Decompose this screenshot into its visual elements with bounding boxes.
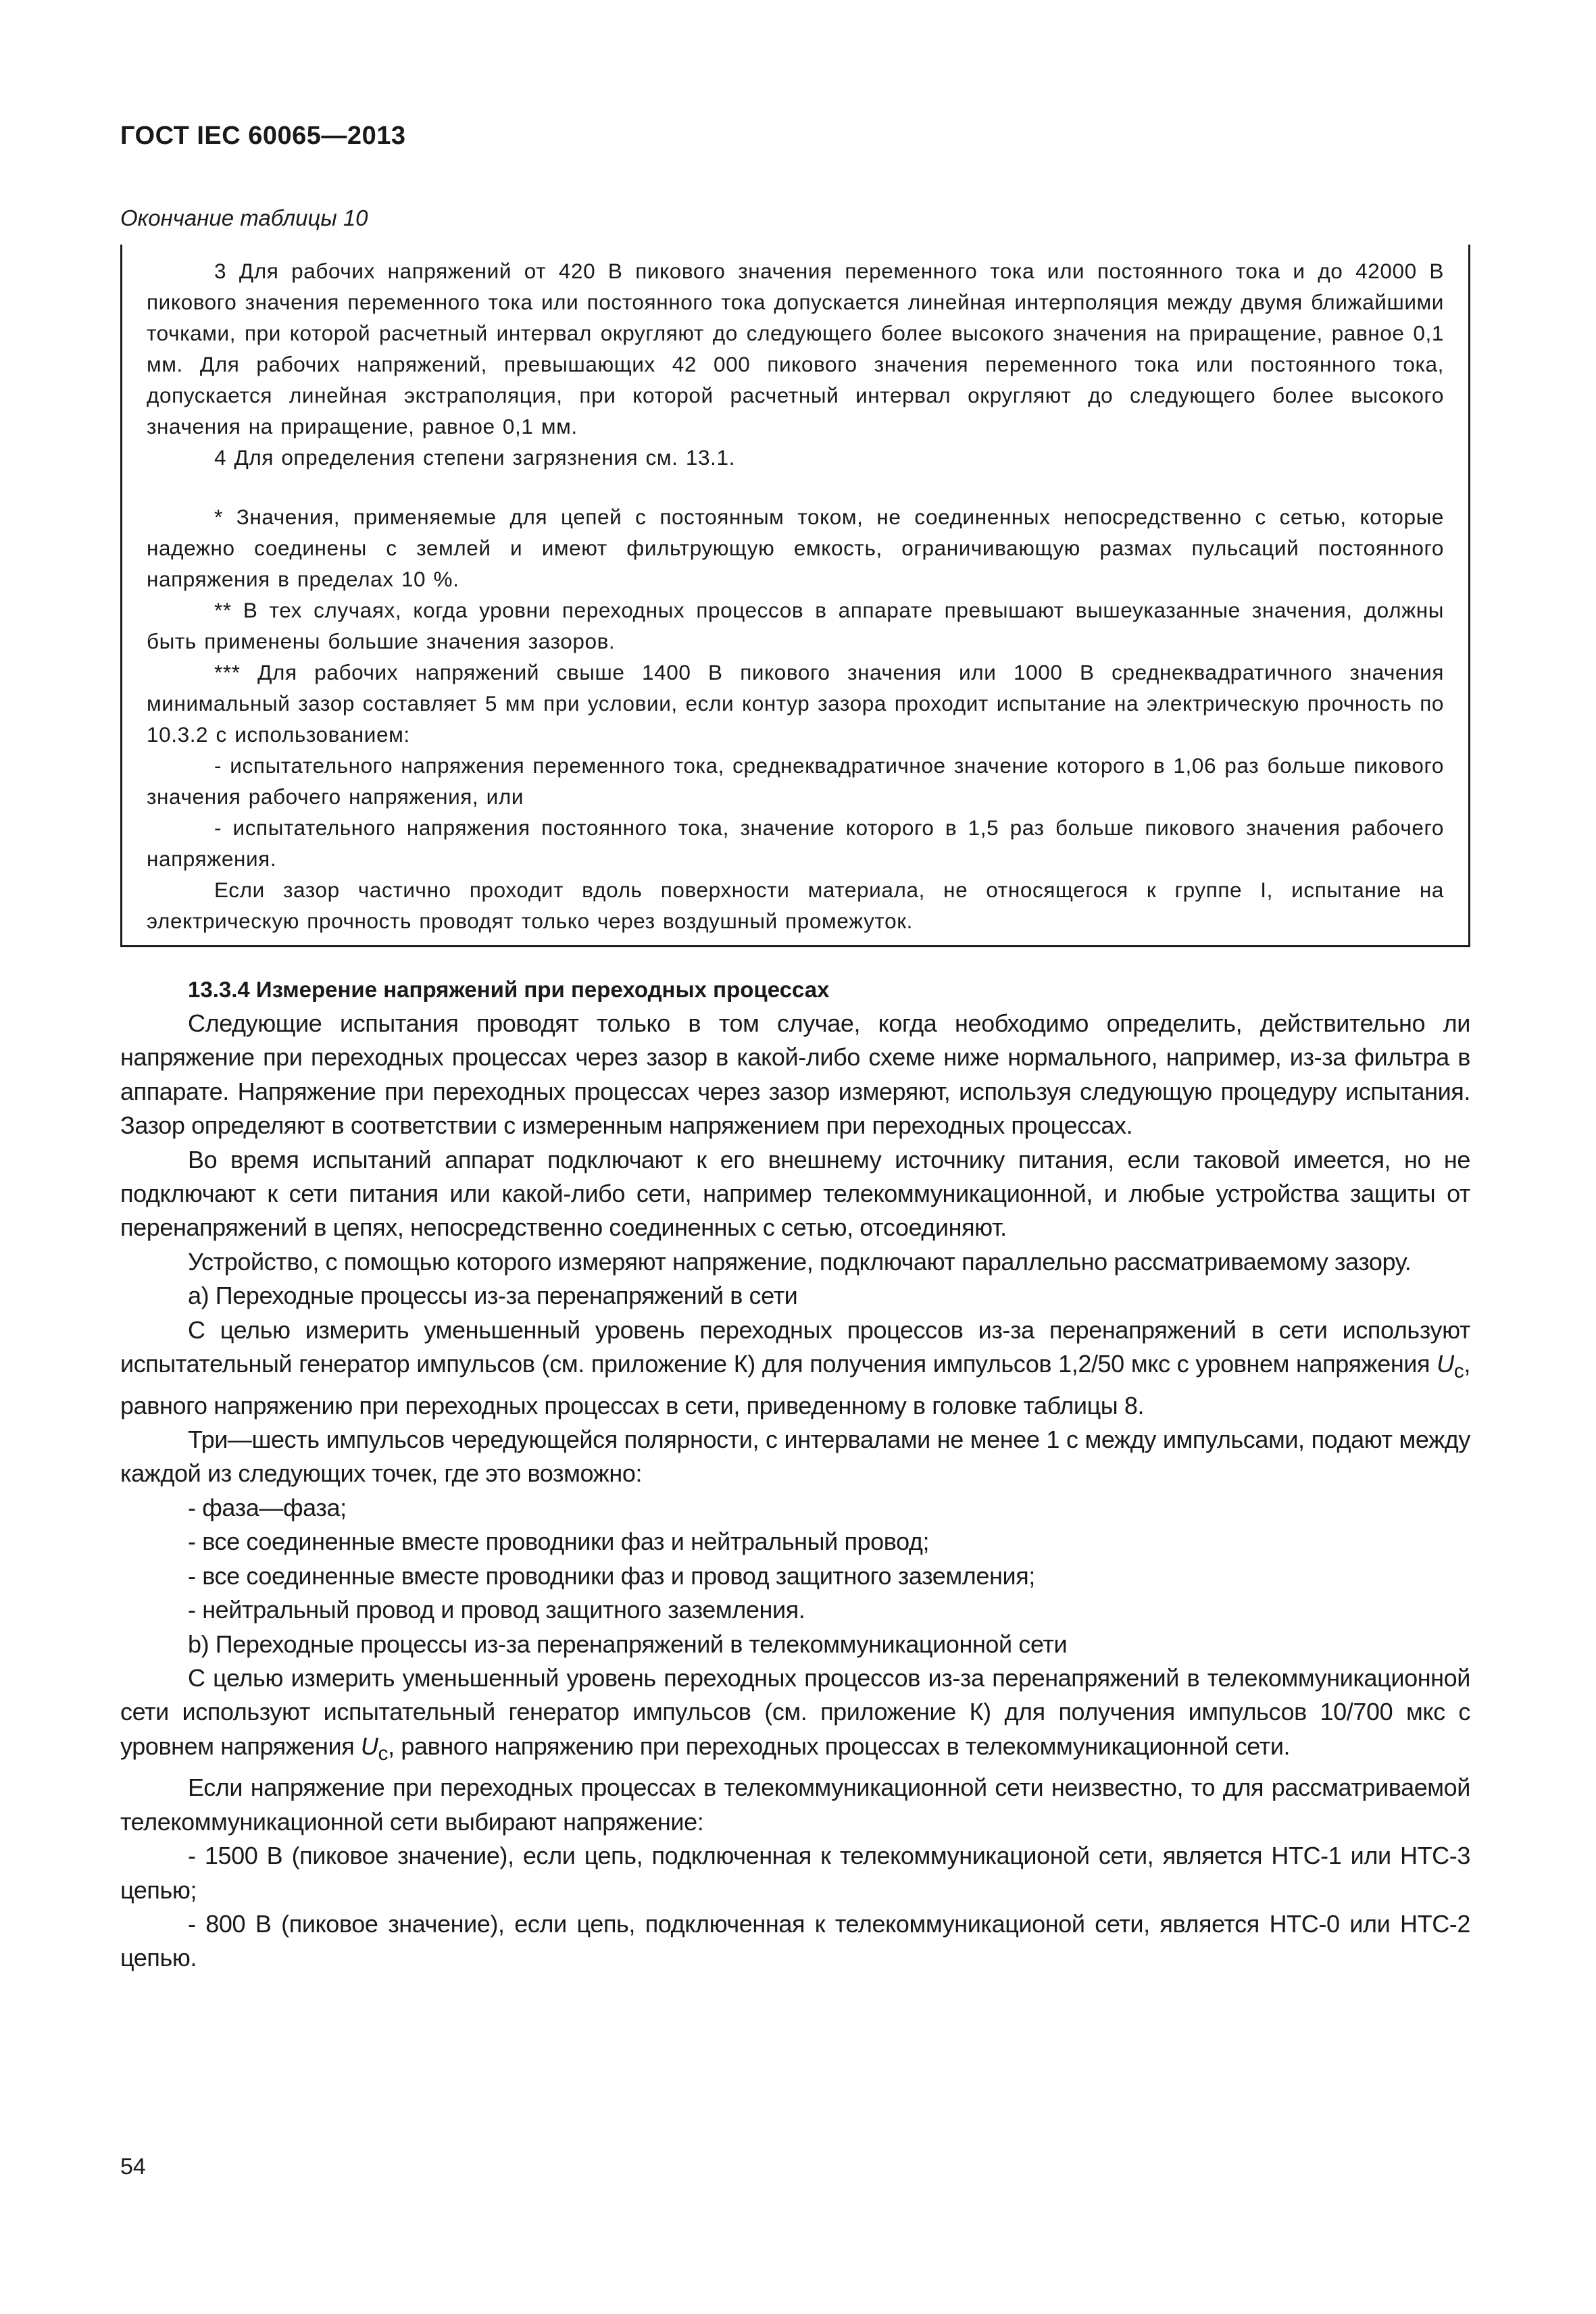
paragraph: Если напряжение при переходных процессах в телекоммуникационной сети неизвестно, то для рассматриваемой телекоммуникационной сети выбирают напряжение: bbox=[120, 1774, 1470, 1836]
table-notes-box bbox=[120, 245, 1470, 947]
list-item: - все соединенные вместе проводники фаз и провод защитного заземления; bbox=[188, 1561, 1035, 1590]
voltage-variable: U bbox=[1437, 1350, 1454, 1378]
page-number: 54 bbox=[120, 2154, 146, 2180]
subsection-title: b) Переходные процессы из-за перенапряжений в телекоммуникационной сети bbox=[188, 1630, 1068, 1658]
paragraph bbox=[120, 1661, 1470, 1771]
paragraph: Устройство, с помощью которого измеряют напряжение, подключают параллельно рассматриваемому зазору. bbox=[188, 1247, 1412, 1276]
table-caption: Окончание таблицы 10 bbox=[120, 205, 368, 230]
table-footnote: - испытательного напряжения переменного тока, среднеквадратичное значение которого в 1,06 раз больше пикового значения рабочего напряжения, или bbox=[147, 753, 1444, 809]
table-footnote: ** В тех случаях, когда уровни переходных процессов в аппарате превышают вышеуказанные значения, должны быть применены большие значения зазоров. bbox=[147, 598, 1444, 653]
list-item: - 800 В (пиковое значение), если цепь, подключенная к телекоммуникационой сети, является НТС-0 или НТС-2 цепью. bbox=[120, 1909, 1470, 1972]
page-header: ГОСТ IEC 60065—2013 bbox=[120, 122, 406, 150]
table-note: 4 Для определения степени загрязнения см. 13.1. bbox=[214, 445, 735, 470]
voltage-subscript: c bbox=[1453, 1360, 1464, 1383]
list-item: - все соединенные вместе проводники фаз и нейтральный провод; bbox=[188, 1528, 930, 1556]
voltage-variable: U bbox=[360, 1732, 378, 1760]
list-item: - фаза—фаза; bbox=[188, 1493, 347, 1521]
voltage-subscript: c bbox=[378, 1742, 389, 1765]
paragraph: Во время испытаний аппарат подключают к его внешнему источнику питания, если таковой имеется, но не подключают к сети питания или какой-либо сети, например телекоммуникационной, и любые устройства защиты от перенапряжений в цепях, непосредственно соединенных с сетью, отсоединяют. bbox=[120, 1145, 1470, 1242]
list-item: - нейтральный провод и провод защитного заземления. bbox=[188, 1596, 805, 1624]
subsection-title: а) Переходные процессы из-за перенапряжений в сети bbox=[188, 1282, 798, 1310]
paragraph: Три—шесть импульсов чередующейся полярности, с интервалами не менее 1 с между импульсами, подают между каждой из следующих точек, где это возможно: bbox=[120, 1426, 1470, 1488]
section-heading: 13.3.4 Измерение напряжений при переходных процессах bbox=[188, 977, 830, 1002]
list-item: - 1500 В (пиковое значение), если цепь, подключенная к телекоммуникационой сети, является НТС-1 или НТС-3 цепью; bbox=[120, 1842, 1470, 1904]
paragraph: Следующие испытания проводят только в том случае, когда необходимо определить, действительно ли напряжение при переходных процессах через зазор в какой-либо схеме ниже нормального, например, из-за фильтра в аппарате. Напряжение при переходных процессах через зазор измеряют, используя следующую процедуру испытания. Зазор определяют в соответствии с измеренным напряжением при переходных процессах. bbox=[120, 1009, 1470, 1140]
paragraph-text: С целью измерить уменьшенный уровень переходных процессов из-за перенапряжений в телекоммуникационной сети используют испытательный генератор импульсов (см. приложение К) для получения импульсов 10/700 мкс с уровнем напряжения bbox=[120, 1663, 1470, 1760]
paragraph-text: , равного напряжению при переходных процессах в телекоммуникационной сети. bbox=[388, 1732, 1291, 1760]
table-note: 3 Для рабочих напряжений от 420 В пикового значения переменного тока или постоянного тока и до 42000 В пикового значения переменного тока или постоянного тока допускается линейная интерполяция между двумя ближайшими точками, при которой расчетный интервал округляют до следующего более высокого значения на приращение, равное 0,1 мм. Для рабочих напряжений, превышающих 42 000 пикового значения переменного тока или постоянного тока, допускается линейная экстраполяция, при которой расчетный интервал округляют до следующего более высокого значения на приращение, равное 0,1 мм. bbox=[147, 259, 1444, 438]
paragraph-text: , равного напряжению при переходных процессах в сети, приведенному в головке таблицы 8. bbox=[120, 1350, 1470, 1419]
note-gap bbox=[147, 473, 1444, 501]
paragraph bbox=[120, 1313, 1470, 1423]
section-body bbox=[120, 973, 1470, 1976]
paragraph-text: С целью измерить уменьшенный уровень переходных процессов из-за перенапряжений в сети используют испытательный генератор импульсов (см. приложение К) для получения импульсов 1,2/50 мкс с уровнем напряжения bbox=[120, 1315, 1470, 1378]
table-footnote: Если зазор частично проходит вдоль поверхности материала, не относящегося к группе I, испытание на электрическую прочность проводят только через воздушный промежуток. bbox=[147, 878, 1444, 933]
table-footnote: - испытательного напряжения постоянного тока, значение которого в 1,5 раз больше пикового значения рабочего напряжения. bbox=[147, 815, 1444, 871]
table-footnote: *** Для рабочих напряжений свыше 1400 В пикового значения или 1000 В среднеквадратичного значения минимальный зазор составляет 5 мм при условии, если контур зазора проходит испытание на электрическую прочность по 10.3.2 с использованием: bbox=[147, 660, 1444, 747]
table-footnote: * Значения, применяемые для цепей с постоянным током, не соединенных непосредственно с сетью, которые надежно соединены с землей и имеют фильтрующую емкость, ограничивающую размах пульсаций постоянного напряжения в пределах 10 %. bbox=[147, 505, 1444, 591]
